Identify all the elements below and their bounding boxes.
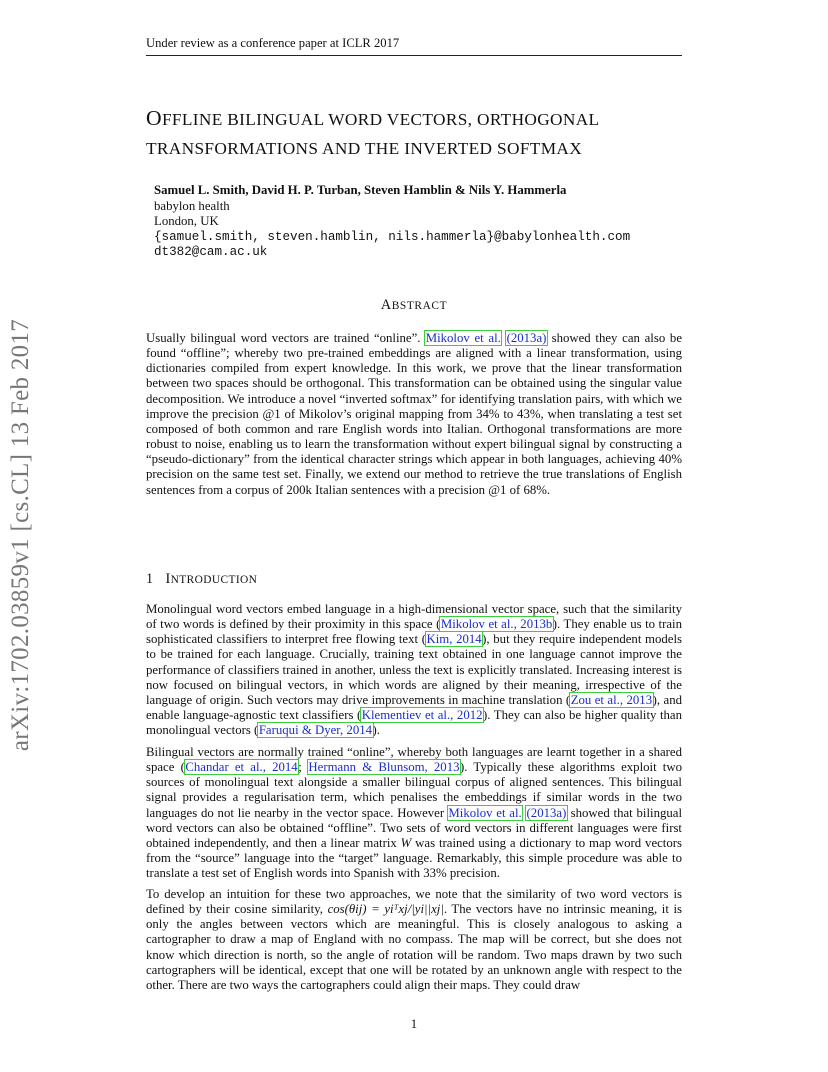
section-heading-initial: I (165, 571, 171, 587)
math-symbol: W (400, 835, 412, 850)
running-header: Under review as a conference paper at ICLR 2017 (146, 36, 400, 50)
paragraph-text: ). (372, 723, 381, 738)
paragraph-text: ). Typically these algorithms exploit two sources of monolingual text alongside a smaller bilingual corpus of aligned sentences. This bilingual signal provides a regularisation term, which penalises the embeddings if similar words in the two languages do not lie nearby in the vector space. However (146, 760, 682, 820)
paragraph-text: showed that bilingual word vectors can also be obtained “offline”. Two sets of word vectors in different languages were first obtained independently, and then a linear matrix (146, 805, 682, 850)
title-line-2: TRANSFORMATIONS AND THE INVERTED SOFTMAX (146, 139, 583, 158)
paragraph-text: To develop an intuition for these two approaches, we note that the similarity of two word vectors is defined by their cosine similarity, (146, 887, 682, 917)
citation-link[interactable]: Zou et al., 2013 (570, 692, 653, 707)
author-names: Samuel L. Smith, David H. P. Turban, Steven Hamblin & Nils Y. Hammerla (154, 183, 567, 197)
intro-paragraph-2 (146, 745, 682, 881)
paragraph-text: was trained using a dictionary to map word vectors from the “source” language into the “target” language. Remarkably, this simple procedure was able to translate a test set of English words into Spanish with 33% precision. (146, 835, 682, 881)
page-number: 1 (410, 1017, 418, 1031)
citation-link[interactable]: Mikolov et al. (425, 331, 501, 345)
paragraph-text: ), but they require independent models to be trained for each language. Crucially, training text obtained in one language cannot improve the performance of classifiers trained in another, unless the text is explicitly translated. Increasing interest is now focused on bilingual vectors, in which words are aligned by their meaning, irrespective of the language of origin. Such vectors may drive improvements in machine translation ( (146, 632, 682, 707)
author-affiliation: babylon health (154, 198, 230, 213)
abstract-text: Usually bilingual word vectors are trained “online”. (146, 331, 426, 345)
citation-link[interactable]: (2013a) (506, 331, 547, 345)
paragraph-text: . The vectors have no intrinsic meaning, it is only the angles between vectors which are meaningful. This is closely analogous to asking a cartographer to draw a map of England with no compass. The map will be correct, but she does not know which direction is north, so the angle of rotation will be random. Two maps drawn by two such cartographers will be identical, except that one will be rotated by an unknown angle with respect to the other. There are two ways the cartographers could align their maps. They could draw (146, 902, 682, 992)
abstract-heading-rest: BSTRACT (391, 300, 448, 312)
section-number: 1 (146, 571, 154, 587)
author-location: London, UK (154, 214, 219, 229)
citation-link[interactable]: Klementiev et al., 2012 (361, 708, 483, 723)
intro-paragraph-3 (146, 887, 682, 993)
abstract-heading-initial: A (380, 297, 392, 313)
arxiv-identifier: arXiv:1702.03859v1 [cs.CL] 13 Feb 2017 (7, 318, 34, 752)
arxiv-sidebar (0, 300, 42, 770)
citation-link[interactable]: Mikolov et al. (448, 805, 522, 820)
section-heading-introduction (146, 571, 257, 588)
paragraph-text: ), and enable language-agnostic text classifiers ( (146, 692, 682, 723)
paragraph-text: ; (298, 760, 308, 775)
abstract-body (146, 331, 682, 498)
citation-link[interactable]: (2013a) (526, 805, 567, 820)
header-rule (146, 55, 682, 56)
title-line-1 (146, 104, 706, 134)
title-line-1-rest: FFLINE BILINGUAL WORD VECTORS, ORTHOGONAL (161, 110, 600, 129)
author-email-2: dt382@cam.ac.uk (154, 245, 268, 260)
section-heading-rest: NTRODUCTION (170, 574, 258, 586)
citation-link[interactable]: Faruqui & Dyer, 2014 (258, 723, 373, 738)
math-formula: cos(θij) = yiᵀxj/|yi||xj| (327, 902, 444, 917)
paragraph-text: ). They can also be higher quality than monolingual vectors ( (146, 708, 682, 738)
citation-link[interactable]: Kim, 2014 (426, 632, 482, 647)
paragraph-text: Bilingual vectors are normally trained “online”, whereby both languages are learnt together in a shared space ( (146, 745, 682, 775)
citation-link[interactable]: Mikolov et al., 2013b (440, 617, 553, 632)
intro-paragraph-1 (146, 602, 682, 738)
paper-title (146, 104, 706, 163)
abstract-text: showed they can also be found “offline”; whereby two pre-trained embeddings are aligned with a linear transformation, using dictionaries compiled from expert knowledge. In this work, we prove that the linear transformation between two spaces should be orthogonal. This transformation can be obtained using the singular value decomposition. We introduce a novel “inverted softmax” for identifying translation pairs, with which we improve the precision @1 of Mikolov’s original mapping from 34% to 43%, when translating a test set composed of both common and rare English words into Italian. Orthogonal transformations are more robust to noise, enabling us to learn the transformation without expert bilingual signal by constructing a “pseudo-dictionary” from the identical character strings which appear in both languages, achieving 40% precision on the same test set. Finally, we extend our method to retrieve the true translations of English sentences from a corpus of 200k Italian sentences with a precision @1 of 68%. (146, 331, 683, 497)
paragraph-text: ). They enable us to train sophisticated classifiers to interpret free flowing text ( (146, 617, 682, 647)
citation-link[interactable]: Chandar et al., 2014 (185, 760, 298, 775)
citation-link[interactable]: Hermann & Blunsom, 2013 (308, 760, 460, 775)
author-block (154, 183, 630, 261)
paragraph-text: Monolingual word vectors embed language in a high-dimensional vector space, such that the similarity of two words is defined by their proximity in this space ( (146, 602, 682, 632)
author-emails: {samuel.smith, steven.hamblin, nils.hammerla}@babylonhealth.com (154, 229, 631, 244)
abstract-heading (0, 297, 828, 314)
title-initial: O (146, 106, 162, 130)
